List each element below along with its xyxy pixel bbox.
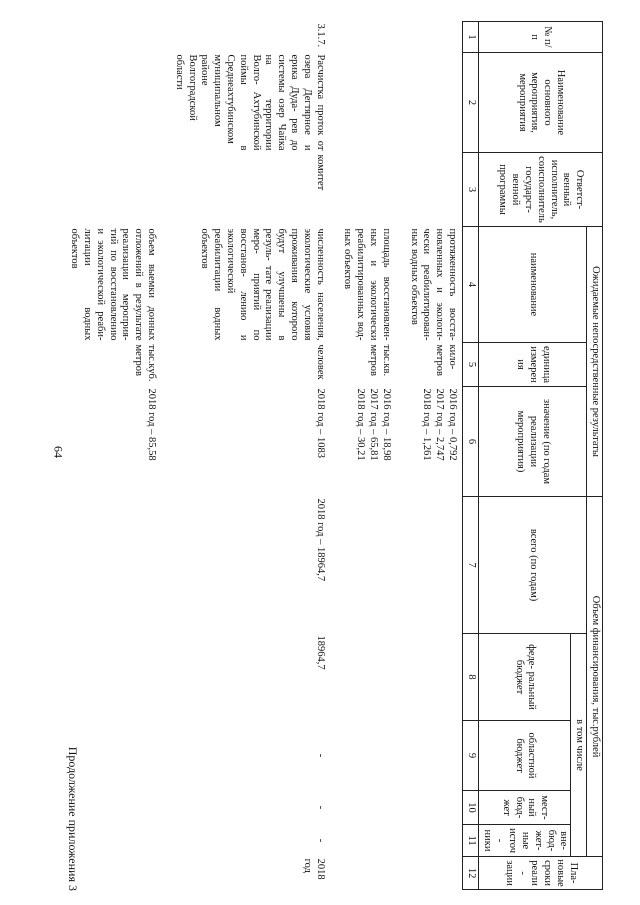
header-name: Наименование основного мероприятия, мероприятия	[478, 53, 602, 153]
col-number: 1	[463, 22, 479, 53]
header-results-group: Ожидаемые непосредственные результаты	[587, 227, 603, 497]
table-row	[406, 22, 463, 890]
col-number: 8	[463, 634, 479, 721]
program-table	[67, 21, 603, 890]
result-name: протяженность восста- новленных и экологи- чески реабилитирован- ных водных объектов	[408, 228, 459, 341]
executor: комитет	[314, 154, 326, 191]
header-value: значение (по годам реализации мероприятия)	[478, 387, 586, 497]
col-number: 3	[463, 153, 479, 227]
financing-extra: -	[314, 838, 326, 843]
result-unit: кило- метров	[434, 344, 459, 376]
header-total: всего (по годам)	[478, 497, 586, 634]
table-row	[171, 22, 340, 890]
col-number: 7	[463, 497, 479, 634]
col-number: 9	[463, 721, 479, 791]
result-name: численность населения, экологические условия проживания которого будут улучшены в резуль- тате реализации меро- приятий по восстанов- лению и экологической реабилитации водных объектов	[199, 228, 326, 341]
measure-name: Расчистка проток от озера Дегтярное и ерика Дуда- рев до системы озер Чайка на территории Волго- Ахтубинской поймы в Среднеахтубинском муниципальном районе Волгоградской области	[173, 54, 326, 151]
financing-total: 2018 год – 18964,7	[314, 498, 326, 582]
result-unit: человек	[314, 344, 326, 380]
financing-federal: 18964,7	[314, 635, 326, 670]
header-federal: феде- ральный бюджет	[478, 634, 571, 721]
appendix-title: Продолжение приложения 3	[66, 746, 80, 891]
financing-regional: -	[314, 753, 326, 758]
header-financing-group: Объем финансирования, тыс.рублей	[587, 497, 603, 857]
result-name: объем выемки донных отложений в результате реализации мероприя- тий по восстановлению и экологической реаби- литации водных объектов	[69, 228, 158, 341]
header-regional: областной бюджет	[478, 721, 571, 791]
header-incl: в том числе	[571, 634, 587, 857]
result-values: 2018 год – 85,58	[146, 388, 158, 461]
col-number: 6	[463, 387, 479, 497]
result-values: 2016 год – 18,98 2017 год – 65,81 2018 год – 30,21	[355, 388, 392, 461]
col-number: 2	[463, 53, 479, 153]
col-number: 12	[463, 857, 479, 890]
header-extra: вне- бюд- жет- ные источ- ники	[478, 825, 571, 857]
result-values: 2018 год – 1083	[314, 388, 326, 458]
col-number: 11	[463, 825, 479, 857]
table-row	[340, 22, 406, 890]
result-name: площадь восстановлен- ных и экологически реабилитированных вод- ных объектов	[342, 228, 392, 341]
column-number-row	[463, 22, 479, 890]
header-unit: единица измерения	[478, 343, 586, 387]
result-values: 2016 год – 0,792 2017 год – 2,747 2018 год – 1,261	[421, 388, 459, 461]
row-number: 3.1.7.	[314, 23, 326, 48]
header-local: мест- ный бюд- жет	[478, 791, 571, 825]
financing-local: -	[314, 805, 326, 810]
col-number: 10	[463, 791, 479, 825]
header-period: Пла- новые сроки реали- зации	[478, 857, 602, 890]
result-unit: тыс.кв. метров	[368, 344, 392, 377]
col-number: 4	[463, 227, 479, 343]
header-num: № п/п	[478, 22, 602, 53]
header-result-name: наименование	[478, 227, 586, 343]
period: 2018 год	[301, 858, 326, 880]
header-executor: Ответст- венный исполнитель, соисполнитель государст- венной программы	[478, 153, 602, 227]
header-row-1	[587, 22, 603, 890]
table-row	[67, 22, 172, 890]
col-number: 5	[463, 343, 479, 387]
result-unit: тыс.куб. метров	[133, 344, 158, 382]
page-number: 64	[51, 446, 66, 458]
